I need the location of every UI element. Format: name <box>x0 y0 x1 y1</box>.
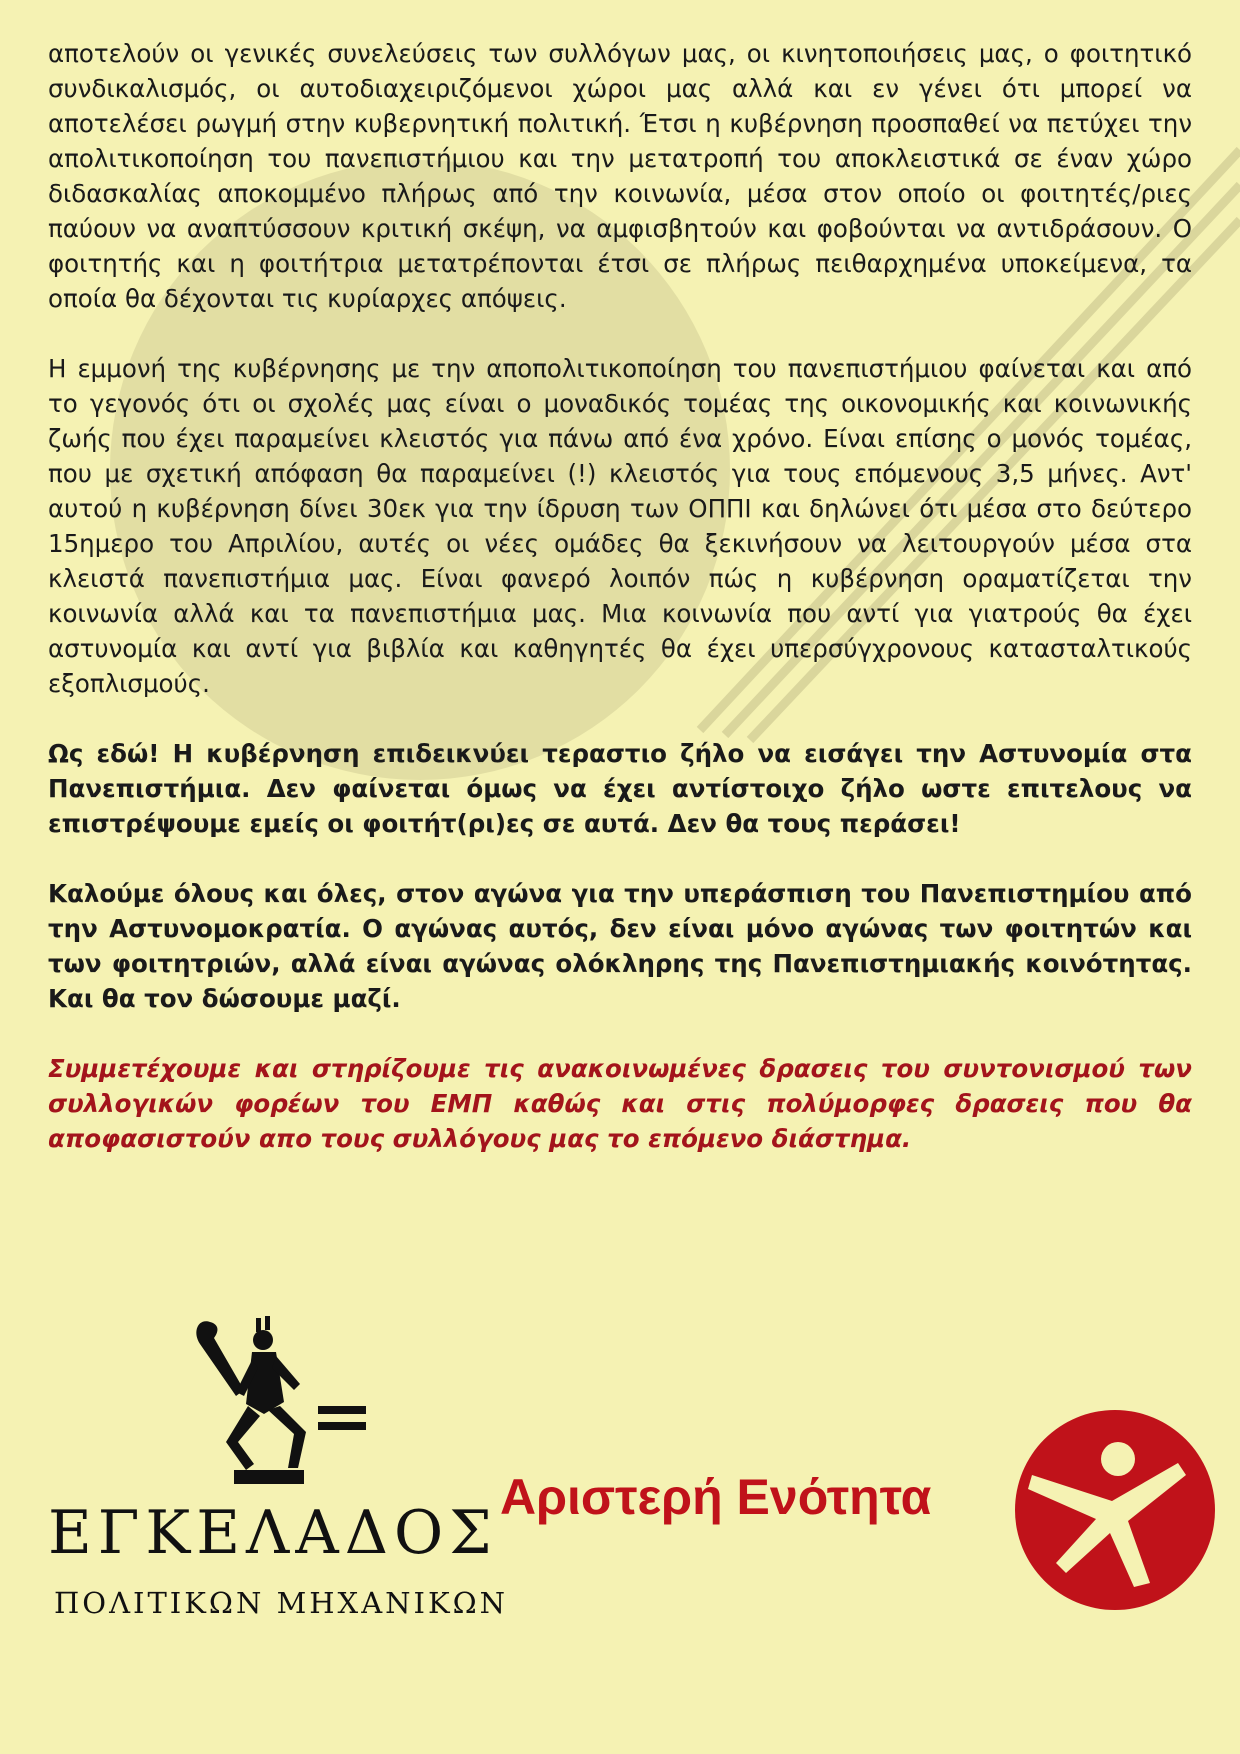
paragraph-closed-universities: Η εμμονή της κυβέρνησης με την αποπολιτικοποίηση του πανεπιστήμιου φαίνεται και από το γεγονός ότι οι σχολές μας είναι ο μοναδικός τομέας της οικονομικής και κοινωνικής ζωής που έχει παραμείνει κλειστός για πάνω από ένα χρόνο. Είναι επίσης ο μονός τομέας, που με σχετική απόφαση θα παραμείνει (!) κλειστός για τους επόμενους 3,5 μήνες. Αντ' αυτού η κυβέρνηση δίνει 30εκ για την ίδρυση των ΟΠΠΙ και δηλώνει ότι μέσα στο δεύτερο 15ημερο του Απριλίου, αυτές οι νέες ομάδες θα ξεκινήσουν να λειτουργούν μέσα στα κλειστά πανεπιστήμια μας. Είναι φανερό λοιπόν πώς η κυβέρνηση οραματίζεται την κοινωνία αλλά και τα πανεπιστήμια μας. Μια κοινωνία που αντί για γιατρούς θα έχει αστυνομία και αντί για βιβλία και καθηγητές θα έχει υπερσύγχρονους κατασταλτικούς εξοπλισμούς. <box>48 354 1192 698</box>
enkelados-figure-icon <box>168 1310 408 1495</box>
paragraph-enough: Ως εδώ! Η κυβέρνηση επιδεικνύει τεραστιο ζήλο να εισάγει την Αστυνομία στα Πανεπιστήμια. Δεν φαίνεται όμως να έχει αντίστοιχο ζήλο ωστε επιτελους να επιστρέψουμε εμείς οι φοιτήτ(ρι)ες σε αυτά. Δεν θα τους περάσει! <box>48 739 1192 838</box>
paragraph-participation: Συμμετέχουμε και στηρίζουμε τις ανακοινωμένες δρασεις του συντονισμού των συλλογικών φορέων του ΕΜΠ καθώς και στις πολύμορφες δρασεις που θα αποφασιστούν απο τους συλλόγους μας το επόμενο διάστημα. <box>48 1054 1192 1153</box>
paragraph-depoliticization: αποτελούν οι γενικές συνελεύσεις των συλλόγων μας, οι κινητοποιήσεις μας, ο φοιτητικό συνδικαλισμός, οι αυτοδιαχειριζόμενοι χώροι μας αλλά και εν γένει ότι μπορεί να αποτελέσει ρωγμή στην κυβερνητική πολιτική. Έτσι η κυβέρνηση προσπαθεί να πετύχει την απολιτικοποίηση του πανεπιστήμιου και την μετατροπή του αποκλειστικά σε έναν χώρο διδασκαλίας αποκομμένο πλήρως από την κοινωνία, μέσα στον οποίο οι φοιτητές/ριες παύουν να αναπτύσσουν κριτική σκέψη, να αμφισβητούν και φοβούνται να αντιδράσουν. Ο φοιτητής και η φοιτήτρια μετατρέπονται έτσι σε πλήρως πειθαρχημένα υποκείμενα, τα οποία θα δέχονται τις κυρίαρχες απόψεις. <box>48 39 1192 313</box>
enkelados-title: ΕΓΚΕΛΑΔΟΣ <box>48 1498 498 1568</box>
enkelados-logo <box>48 1310 508 1640</box>
paragraph-call-to-action: Καλούμε όλους και όλες, στον αγώνα για την υπεράσπιση του Πανεπιστημίου από την Αστυνομοκρατία. Ο αγώνας αυτός, δεν είναι μόνο αγώνας των φοιτητών και των φοιτητριών, αλλά είναι αγώνας ολόκληρης της Πανεπιστημιακής κοινότητας. Και θα τον δώσουμε μαζί. <box>48 879 1192 1013</box>
document-body <box>48 36 1192 1156</box>
aristeri-enotita-name: Αριστερή Ενότητα <box>500 1469 932 1525</box>
aristeri-enotita-star-figure-icon <box>1010 1405 1220 1615</box>
enkelados-subtitle: ΠΟΛΙΤΙΚΩΝ ΜΗΧΑΝΙΚΩΝ <box>54 1586 509 1620</box>
